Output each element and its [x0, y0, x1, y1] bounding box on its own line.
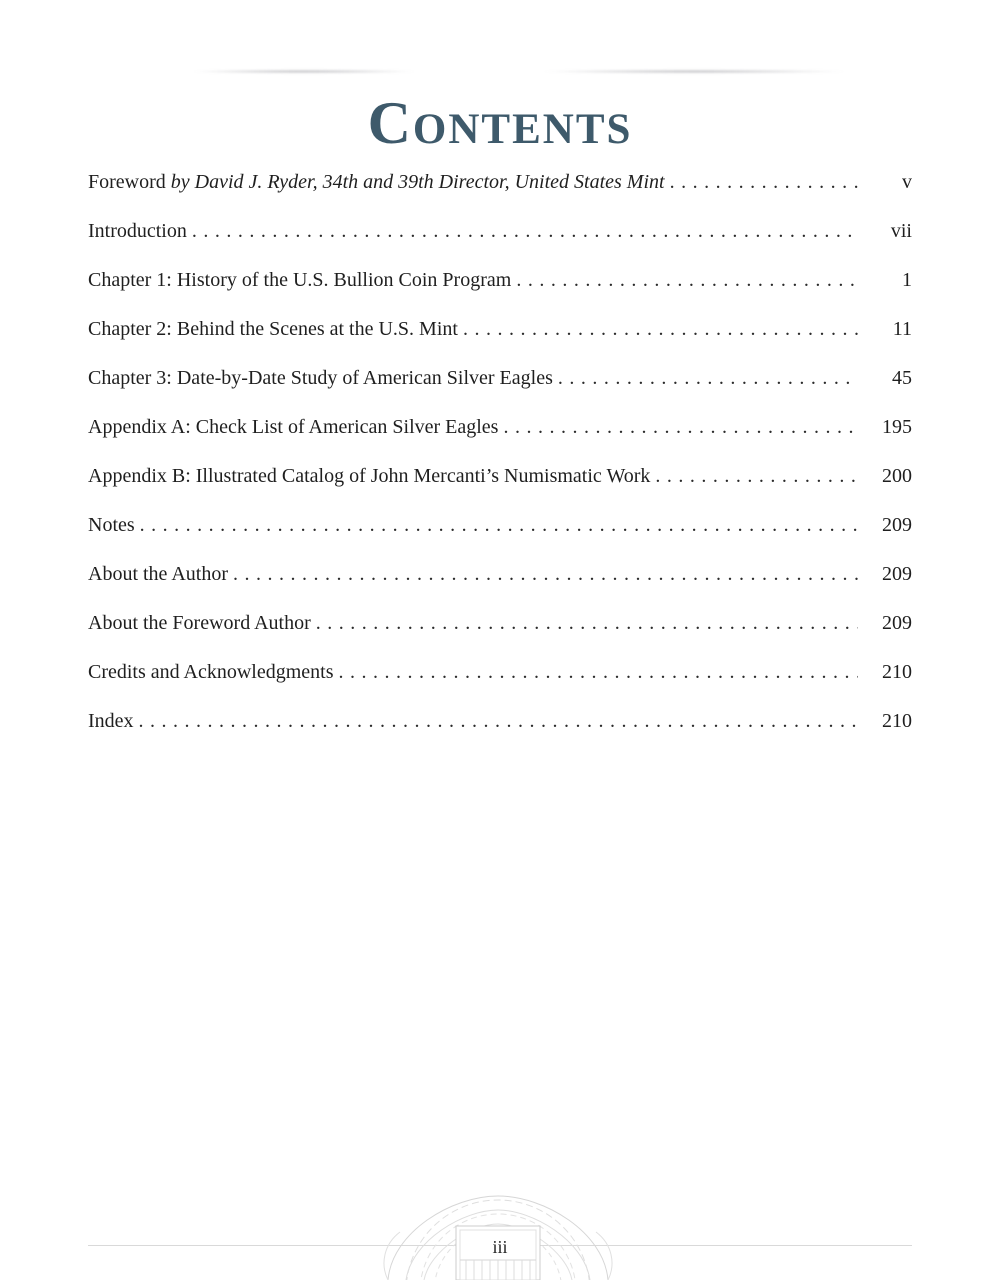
toc-entry-text [88, 550, 228, 599]
toc-entry-text [88, 354, 553, 403]
toc-label: Introduction [88, 220, 187, 242]
toc-entry-text [88, 697, 134, 746]
toc-entry [88, 599, 912, 648]
toc-label-italic: by David J. Ryder, 34th and 39th Director, United States Mint [170, 171, 665, 193]
dot-leader [339, 648, 858, 697]
toc-page-ref: 195 [882, 416, 912, 438]
toc-entry-text [88, 599, 311, 648]
dot-leader [655, 452, 858, 501]
toc-entry [88, 354, 912, 403]
toc-entry-text [88, 648, 334, 697]
dot-leader [192, 207, 858, 256]
toc-page-ref: 45 [892, 367, 912, 389]
toc-label: Credits and Acknowledgments [88, 661, 334, 683]
toc-entry [88, 648, 912, 697]
toc-label: Appendix B: Illustrated Catalog of John Mercanti’s Numismatic Work [88, 465, 651, 487]
toc-entry [88, 550, 912, 599]
toc-label: Index [88, 710, 134, 732]
toc-page-ref: 209 [882, 563, 912, 585]
toc-page-ref: vii [890, 220, 912, 242]
dot-leader [316, 599, 858, 648]
toc-page-ref: 200 [882, 465, 912, 487]
dot-leader [670, 158, 858, 207]
toc-label: Chapter 1: History of the U.S. Bullion Coin Program [88, 269, 512, 291]
page-number: iii [492, 1237, 508, 1257]
toc-entry [88, 207, 912, 256]
toc-entry-text [88, 158, 665, 207]
toc-entry [88, 403, 912, 452]
toc-label: Notes [88, 514, 135, 536]
toc-entry-text [88, 403, 498, 452]
toc-label: Chapter 2: Behind the Scenes at the U.S. Mint [88, 318, 458, 340]
toc-entry [88, 501, 912, 550]
scan-shadow-left [148, 69, 460, 74]
toc-entry-text [88, 305, 458, 354]
toc-entry [88, 452, 912, 501]
toc-entry-text [88, 452, 650, 501]
toc-label: Appendix A: Check List of American Silver Eagles [88, 416, 499, 438]
dot-leader [140, 501, 858, 550]
dot-leader [463, 305, 858, 354]
title-initial: C [367, 90, 413, 156]
toc-page-ref: v [902, 171, 912, 193]
toc-entry [88, 305, 912, 354]
toc-entry [88, 697, 912, 746]
scan-shadow-right [482, 69, 906, 74]
dot-leader [139, 697, 858, 746]
toc-entry-text [88, 501, 135, 550]
toc-page-ref: 210 [882, 710, 912, 732]
toc-label: Chapter 3: Date-by-Date Study of American Silver Eagles [88, 367, 553, 389]
dot-leader [558, 354, 858, 403]
page-top-scan-shading [0, 0, 1000, 64]
toc-label: About the Author [88, 563, 228, 585]
toc-page-ref: 209 [882, 612, 912, 634]
toc-page-ref: 209 [882, 514, 912, 536]
toc-page-ref: 210 [882, 661, 912, 683]
dot-leader [516, 256, 858, 305]
dot-leader [233, 550, 858, 599]
toc-label: Foreword [88, 171, 171, 193]
toc-entry [88, 256, 912, 305]
toc-list [88, 158, 912, 746]
dot-leader [503, 403, 858, 452]
toc-entry [88, 158, 912, 207]
toc-page-ref: 11 [892, 318, 912, 340]
toc-entry-text [88, 256, 511, 305]
toc-page-ref: 1 [902, 269, 912, 291]
toc-label: About the Foreword Author [88, 612, 311, 634]
toc-entry-text [88, 207, 187, 256]
title-rest: ONTENTS [412, 106, 633, 153]
